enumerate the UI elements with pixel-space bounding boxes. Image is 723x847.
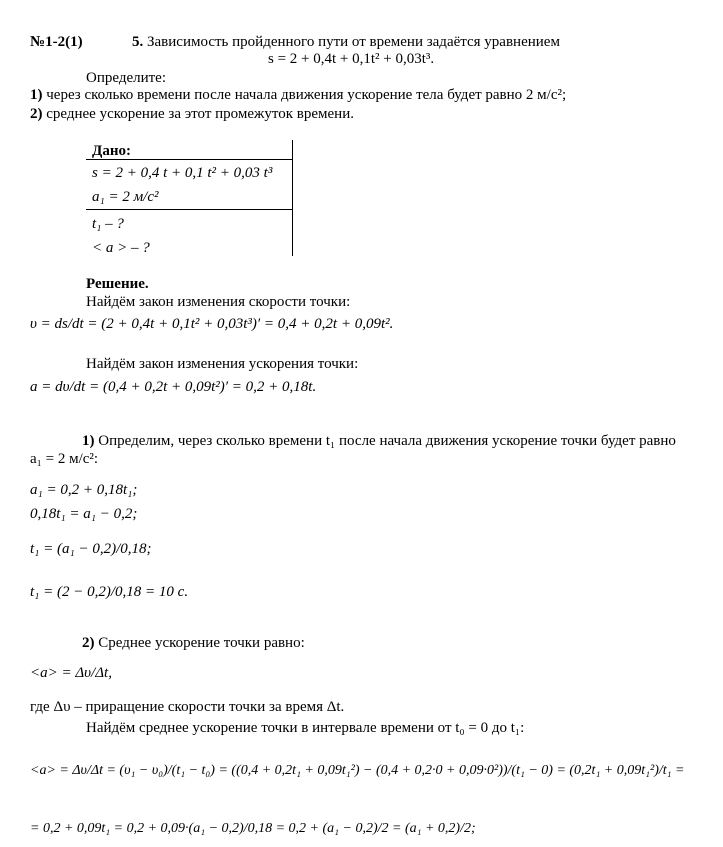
velocity-intro: Найдём закон изменения скорости точки: [86,294,351,310]
problem-number: 5. [132,34,144,50]
question-1 [30,86,566,104]
equation-a1: a₁ = 0,2 + 0,18t₁; [30,482,138,498]
equation-t1-result: t₁ = (2 − 0,2)/0,18 = 10 с. [30,584,189,600]
part-1-text: Определим, через сколько времени t₁ после начала движения ускорение точки будет равно a₁ = 2 м/с²: [30,433,676,467]
find-t1: t₁ – ? [92,216,124,232]
determine-label: Определите: [86,70,167,86]
question-2-number: 2) [30,106,43,122]
acceleration-formula: a = dυ/dt = (0,4 + 0,2t + 0,09t²)′ = 0,2 + 0,18t. [30,379,317,395]
given-a1: a₁ = 2 м/с² [92,189,159,205]
solution-title: Решение. [86,276,149,292]
given-vertical-rule [292,140,293,256]
part-2-text: Среднее ускорение точки равно: [98,635,305,651]
given-title: Дано: [92,143,131,159]
statement-text: Зависимость пройденного пути от времени задаётся уравнением [147,34,560,50]
given-s-equation: s = 2 + 0,4 t + 0,1 t² + 0,03 t³ [92,165,273,181]
part-1-intro [30,432,690,468]
equation-018t1: 0,18t₁ = a₁ − 0,2; [30,506,138,522]
velocity-formula: υ = ds/dt = (2 + 0,4t + 0,1t² + 0,03t³)′ = 0,4 + 0,2t + 0,09t². [30,316,394,332]
question-1-number: 1) [30,87,43,103]
question-1-text: через сколько времени после начала движения ускорение тела будет равно 2 м/с²; [46,87,567,103]
question-2 [30,105,354,123]
problem-statement [132,33,560,51]
acceleration-intro: Найдём закон изменения ускорения точки: [86,356,359,372]
average-acceleration-definition: <a> = Δυ/Δt, [30,665,112,681]
given-middle-rule [86,209,293,210]
equation-t1-general: t₁ = (a₁ − 0,2)/0,18; [30,541,152,557]
statement-equation: s = 2 + 0,4t + 0,1t² + 0,03t³. [268,51,435,67]
delta-v-explanation: где Δυ – приращение скорости точки за время Δt. [30,699,345,715]
part-2-intro [82,634,305,652]
interval-intro: Найдём среднее ускорение точки в интервале времени от t₀ = 0 до t₁: [86,720,525,736]
given-top-rule [86,159,293,160]
find-average-acceleration: < a > – ? [92,240,150,256]
part-2-number: 2) [82,635,95,651]
part-1-number: 1) [82,433,95,449]
average-acceleration-derivation-2: = 0,2 + 0,09t₁ = 0,2 + 0,09·(a₁ − 0,2)/0,18 = 0,2 + (a₁ − 0,2)/2 = (a₁ + 0,2)/2; [30,821,476,836]
average-acceleration-derivation-1: <a> = Δυ/Δt = (υ₁ − υ₀)/(t₁ − t₀) = ((0,4 + 0,2t₁ + 0,09t₁²) − (0,4 + 0,2·0 + 0,09·0²))/(t₁ − 0) = (0,2t₁ + 0,09t₁²)/t₁ = [30,763,685,778]
question-2-text: среднее ускорение за этот промежуток времени. [46,106,354,122]
problem-id: №1-2(1) [30,34,83,50]
